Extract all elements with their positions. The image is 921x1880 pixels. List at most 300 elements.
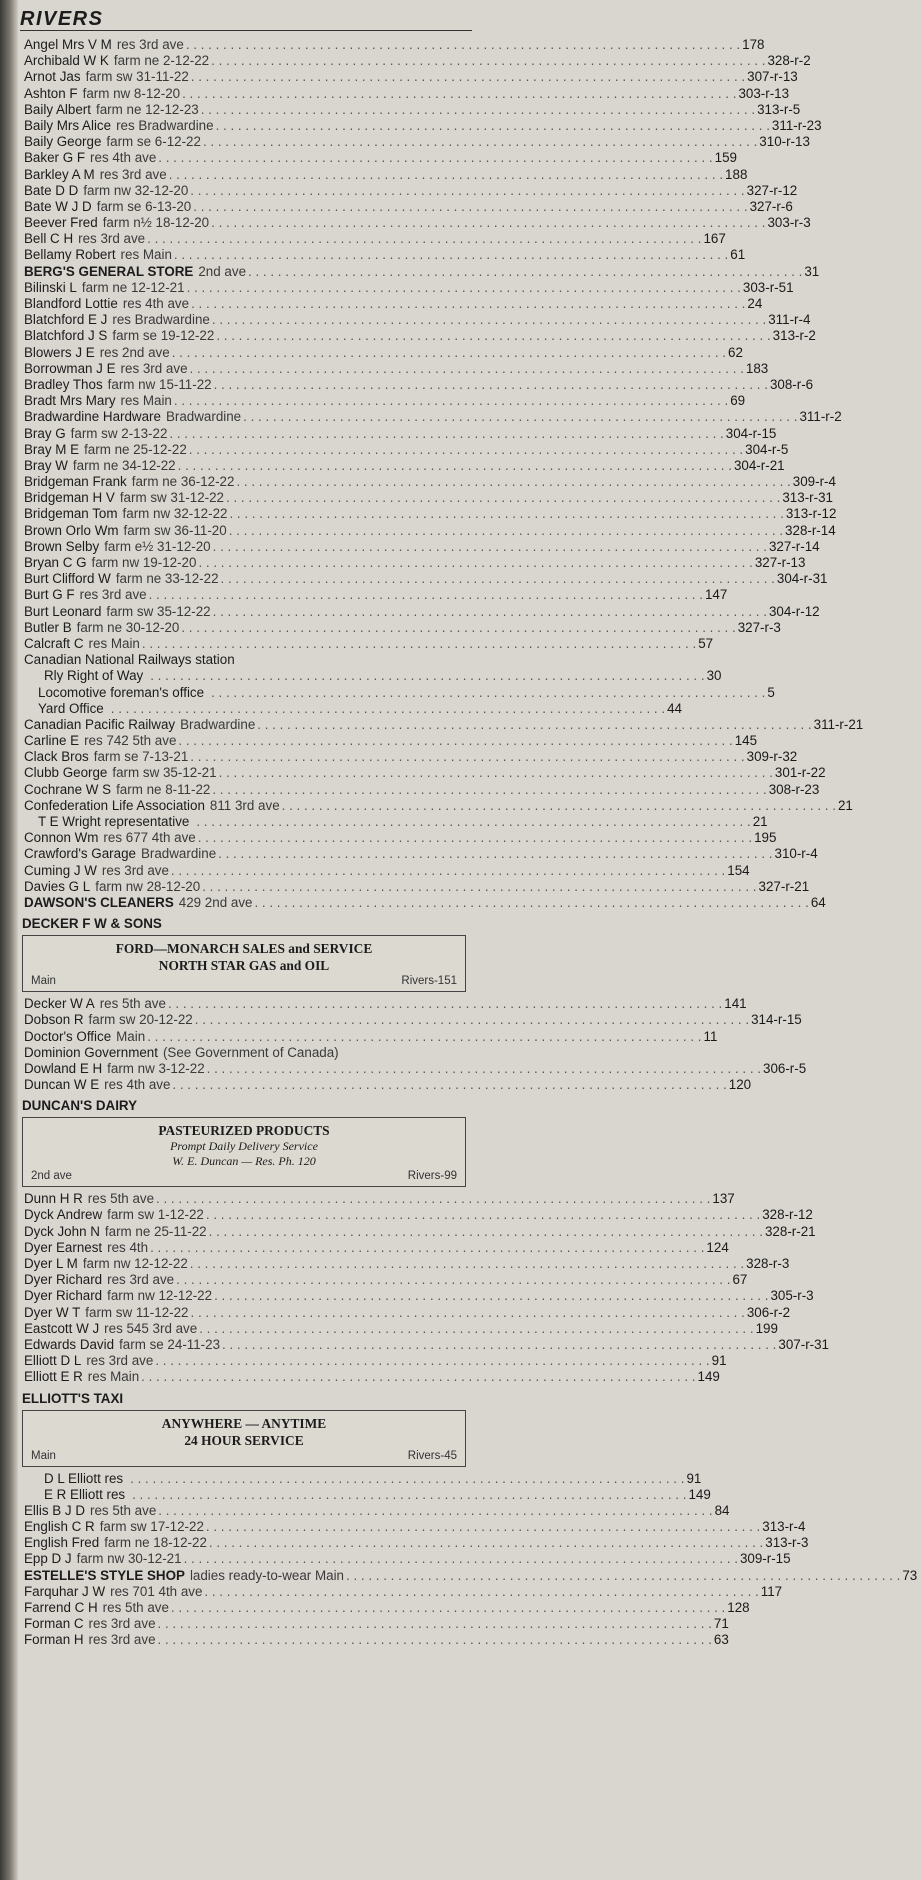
listing-phone: 69 (730, 393, 746, 409)
duncan-ad-box (22, 1117, 466, 1187)
leader-dots (156, 150, 714, 166)
listing-phone: 305-r-3 (770, 1288, 814, 1304)
leader-dots (216, 846, 774, 862)
listing-row (20, 555, 806, 571)
listing-name: Farrend C H (24, 1600, 98, 1615)
listing-description: res 3rd ave (86, 1353, 154, 1369)
listing-phone: 91 (711, 1353, 727, 1369)
listing-description: farm sw 2-13-22 (70, 425, 168, 441)
duncan-ad-line1: PASTEURIZED PRODUCTS (158, 1123, 330, 1139)
listing-row (20, 1567, 918, 1584)
listing-description: farm ne 36-12-22 (131, 474, 235, 490)
listing-row (20, 1353, 727, 1369)
listing-description: Bradwardine (180, 716, 256, 732)
listing-description: farm nw 3-12-22 (107, 1060, 205, 1076)
decker-ad-footer (31, 974, 457, 989)
listing-phone: 307-r-31 (778, 1336, 830, 1352)
listing-row (20, 1191, 735, 1207)
listing-phone: 159 (714, 150, 737, 166)
listing-description: farm nw 28-12-20 (95, 878, 201, 894)
listing-name: Arnot Jas (24, 69, 81, 85)
listing-phone: 62 (728, 344, 743, 360)
leader-dots (193, 1012, 751, 1028)
listing-row (20, 635, 714, 652)
listing-phone: 91 (686, 1470, 702, 1486)
duncan-header: DUNCAN'S DAIRY (22, 1098, 138, 1114)
listing-description: res 3rd ave (116, 37, 184, 52)
listing-name: Locomotive foreman's office (38, 684, 205, 700)
listing-row (20, 1045, 472, 1061)
listing-name: Burt Clifford W (24, 571, 111, 587)
listing-row (20, 1551, 791, 1567)
listing-row (20, 1616, 729, 1632)
leader-dots (280, 798, 838, 814)
listing-name: ESTELLE'S STYLE SHOP (24, 1567, 185, 1583)
listing-phone: 5 (767, 684, 775, 700)
listing-name: Burt G F (24, 587, 75, 603)
listing-name: Yard Office (38, 700, 104, 716)
leader-dots (217, 765, 775, 781)
leader-dots (170, 345, 728, 361)
listing-row (20, 457, 785, 474)
listing-name: Canadian Pacific Railway (24, 716, 176, 732)
listing-row (20, 474, 836, 490)
listing-name: Carline E (24, 733, 80, 749)
listing-name: Elliott E R (24, 1369, 83, 1385)
listing-description: farm se 6-13-20 (96, 198, 192, 214)
listing-phone: 328-r-21 (764, 1223, 816, 1239)
leader-dots (188, 183, 746, 199)
listing-phone: 303-r-51 (742, 279, 794, 295)
listing-name: Clubb George (24, 765, 108, 781)
listing-name: T E Wright representative (38, 814, 190, 829)
listing-name: Dyck John N (24, 1223, 100, 1239)
listing-name: Baily Mrs Alice (24, 117, 112, 133)
elliott-ad-foot-left: Main (31, 1449, 56, 1462)
listing-phone: 141 (724, 996, 747, 1012)
listing-description: farm ne 30-12-20 (76, 619, 180, 635)
listing-row (20, 134, 810, 150)
listing-description: farm sw 31-12-22 (119, 490, 225, 506)
listing-name: Butler B (24, 619, 72, 635)
listing-name: Dyer Richard (24, 1272, 103, 1288)
leader-dots (194, 814, 752, 830)
duncan-ad-line3: W. E. Duncan — Res. Ph. 120 (172, 1154, 316, 1169)
leader-dots (227, 523, 785, 539)
listing-phone: 309-r-15 (739, 1551, 791, 1567)
listing-phone: 178 (742, 37, 765, 52)
listing-name: Archibald W K (24, 53, 109, 69)
listing-row (20, 619, 781, 636)
leader-dots (130, 1487, 688, 1503)
listing-phone: 304-r-31 (776, 571, 828, 587)
leader-dots (109, 701, 667, 717)
leader-dots (172, 247, 730, 263)
listing-row (20, 37, 765, 53)
listing-name: Bilinski L (24, 279, 77, 295)
listing-group-1 (20, 37, 864, 911)
listing-row (20, 117, 822, 134)
leader-dots (197, 1321, 755, 1337)
listing-row (20, 652, 472, 668)
listing-description: farm n½ 18-12-20 (102, 215, 210, 231)
listing-row (20, 85, 790, 102)
listing-description: farm ne 12-12-21 (81, 279, 185, 295)
leader-dots (234, 474, 792, 490)
listing-name: Beever Fred (24, 215, 98, 231)
listing-name: Calcraft C (24, 635, 84, 651)
listing-description: res 5th ave (87, 1191, 155, 1207)
listing-name: Blatchford J S (24, 328, 108, 344)
listing-name: Blatchford E J (24, 312, 108, 328)
leader-dots (227, 506, 785, 522)
listing-name: Blandford Lottie (24, 296, 118, 311)
listing-description: res Bradwardine (112, 312, 210, 328)
listing-description: farm ne 12-12-23 (96, 101, 199, 117)
listing-name: Cuming J W (24, 862, 97, 878)
listing-description: res 5th ave (90, 1502, 157, 1518)
leader-dots (204, 1519, 762, 1535)
listing-name: Burt Leonard (24, 603, 102, 619)
listing-name: Dominion Government (24, 1044, 158, 1060)
leader-dots (205, 1061, 763, 1077)
listing-name: Dowland E H (24, 1060, 103, 1076)
listing-name: Doctor's Office (24, 1028, 112, 1044)
listing-row (20, 506, 837, 522)
listing-description: res 3rd ave (120, 360, 188, 376)
listing-group-4 (20, 1470, 918, 1649)
listing-row (20, 376, 814, 393)
listing-description: farm sw 1-12-22 (107, 1207, 204, 1223)
listing-name: Elliott D L (24, 1353, 82, 1369)
listing-description: farm se 7-13-21 (93, 749, 189, 765)
listing-phone: 64 (810, 894, 826, 910)
listing-row (20, 1028, 718, 1045)
listing-name: Dyer W T (24, 1304, 81, 1320)
listing-name: Bryan C G (24, 555, 87, 570)
leader-dots (212, 1288, 770, 1304)
listing-description: farm nw 19-12-20 (91, 555, 197, 570)
listing-description: farm nw 30-12-21 (76, 1551, 182, 1567)
listing-row (20, 571, 828, 587)
listing-name: Ellis B J D (24, 1502, 86, 1518)
listing-phone: 71 (713, 1616, 729, 1632)
leader-dots (167, 167, 725, 183)
leader-dots (191, 199, 749, 215)
listing-name: Dunn H R (24, 1191, 83, 1207)
listing-description: res 701 4th ave (110, 1583, 203, 1599)
listing-row (20, 441, 789, 458)
leader-dots (209, 53, 767, 69)
listing-description: 811 3rd ave (209, 797, 280, 813)
listing-row (20, 150, 737, 166)
listing-description: Bradwardine (165, 409, 242, 425)
listing-name: Blowers J E (24, 344, 95, 360)
listing-phone: 328-r-14 (785, 522, 836, 538)
leader-dots (255, 717, 813, 733)
listing-name: Eastcott W J (24, 1320, 100, 1336)
listing-phone: 313-r-5 (757, 101, 801, 117)
listing-name: Borrowman J E (24, 360, 116, 376)
listing-phone: 21 (752, 814, 768, 829)
listing-phone: 304-r-12 (768, 603, 820, 619)
listing-name: Canadian National Railways station (24, 652, 235, 668)
listing-name: Dyer Earnest (24, 1239, 103, 1255)
listing-group-3 (20, 1191, 830, 1385)
listing-row (20, 1012, 802, 1028)
listing-phone: 67 (732, 1272, 748, 1288)
listing-description: res Main (87, 1369, 140, 1385)
listing-phone: 310-r-4 (774, 846, 818, 862)
listing-phone: 84 (714, 1502, 730, 1518)
leader-dots (220, 1337, 778, 1353)
leader-dots (214, 328, 772, 344)
listing-row (20, 328, 816, 344)
listing-name: DAWSON'S CLEANERS (24, 894, 174, 910)
listing-description: farm se 19-12-22 (112, 328, 215, 344)
listing-row (20, 215, 811, 231)
listing-phone: 147 (704, 587, 728, 603)
leader-dots (179, 620, 737, 636)
listing-description: res 4th ave (90, 150, 157, 166)
listing-row (20, 830, 777, 846)
leader-dots (182, 1551, 740, 1567)
leader-dots (202, 1584, 760, 1600)
listing-phone: 306-r-2 (746, 1304, 791, 1320)
leader-dots (156, 1503, 714, 1519)
listing-name: Forman H (24, 1632, 84, 1648)
listing-description: farm nw 32-12-22 (122, 506, 228, 522)
listing-name: Baker G F (24, 150, 86, 166)
listing-row (20, 878, 810, 895)
directory-page (20, 8, 918, 1872)
listing-phone: 327-r-13 (754, 555, 806, 570)
listing-phone: 117 (760, 1583, 783, 1599)
duncan-ad-foot-left: 2nd ave (31, 1170, 72, 1183)
listing-row (20, 1239, 729, 1256)
listing-row (20, 1502, 730, 1519)
listing-description: res 2nd ave (99, 344, 170, 360)
leader-dots (209, 215, 767, 231)
leader-dots (172, 393, 730, 409)
listing-phone: 307-r-13 (747, 69, 798, 85)
listing-description: farm ne 8-11-22 (116, 781, 211, 797)
leader-dots (156, 1616, 714, 1632)
listing-row (20, 101, 801, 118)
listing-phone: 137 (712, 1191, 735, 1207)
leader-dots (209, 685, 767, 701)
leader-dots (140, 636, 698, 652)
listing-name: Duncan W E (24, 1077, 100, 1093)
listing-name: Brown Selby (24, 538, 100, 554)
listing-row (20, 522, 836, 539)
listing-phone: 301-r-22 (774, 765, 826, 781)
leader-dots (156, 1632, 714, 1648)
listing-description: res 3rd ave (88, 1632, 156, 1648)
book-spine-shadow (0, 0, 18, 1880)
listing-phone: 327-r-3 (737, 619, 781, 635)
listing-row (20, 1320, 778, 1337)
listing-phone: 195 (754, 830, 777, 846)
listing-row (20, 587, 728, 603)
listing-group-2 (20, 996, 807, 1093)
listing-description: Main (116, 1028, 146, 1044)
listing-name: Bradt Mrs Mary (24, 393, 116, 409)
listing-name: Barkley A M (24, 166, 95, 182)
listing-phone: 57 (698, 635, 714, 651)
listing-name: English Fred (24, 1535, 100, 1551)
listing-description: farm ne 25-12-22 (84, 441, 187, 457)
listing-name: Bate D D (24, 182, 79, 198)
leader-dots (174, 1272, 732, 1288)
listing-row (20, 749, 798, 765)
leader-dots (207, 1224, 765, 1240)
listing-phone: 154 (727, 862, 750, 878)
listing-description: 429 2nd ave (178, 894, 253, 910)
listing-phone: 63 (713, 1632, 729, 1648)
listing-name: Brown Orlo Wm (24, 522, 119, 538)
listing-phone: 199 (755, 1320, 778, 1336)
leader-dots (252, 895, 810, 911)
listing-description: farm e½ 31-12-20 (104, 538, 211, 554)
listing-row (20, 1304, 791, 1321)
listing-phone: 328-r-12 (762, 1207, 813, 1223)
listing-row (20, 1486, 711, 1503)
listing-phone: 327-r-6 (749, 198, 793, 214)
listing-description: (See Government of Canada) (162, 1044, 339, 1060)
listing-row (20, 360, 769, 377)
leader-dots (196, 830, 754, 846)
listing-name: Bridgeman H V (24, 490, 115, 506)
elliott-ad-footer (31, 1449, 457, 1464)
listing-row (20, 1519, 806, 1535)
listing-phone: 306-r-5 (763, 1060, 807, 1076)
listing-row (20, 1223, 816, 1240)
listing-description: farm sw 35-12-22 (106, 603, 211, 619)
listing-row (20, 797, 853, 814)
listing-phone: 73 (902, 1567, 918, 1583)
listing-row (20, 603, 820, 620)
listing-row (20, 538, 820, 555)
leader-dots (211, 604, 769, 620)
listing-name: Bray W (24, 457, 68, 473)
listing-row (20, 409, 842, 425)
listing-name: Cochrane W S (24, 781, 112, 797)
listing-row (20, 1470, 702, 1487)
leader-dots (153, 1353, 711, 1369)
listing-row (20, 733, 758, 749)
leader-dots (188, 361, 746, 377)
listing-phone: 327-r-14 (768, 538, 820, 554)
listing-phone: 21 (837, 797, 853, 813)
listing-phone: 61 (730, 247, 746, 263)
leader-dots (189, 296, 747, 312)
leader-dots (169, 1600, 727, 1616)
listing-description: res Main (120, 393, 172, 409)
leader-dots (196, 555, 754, 571)
decker-ad-box (22, 935, 466, 992)
listing-phone: 309-r-32 (746, 749, 798, 765)
listing-name: Dobson R (24, 1012, 84, 1028)
listing-phone: 149 (688, 1486, 711, 1502)
listing-row (20, 247, 746, 263)
listing-row (20, 490, 833, 506)
decker-ad-phone: Rivers-151 (401, 975, 457, 988)
listing-description: res 3rd ave (107, 1272, 175, 1288)
listing-name: Bradley Thos (24, 376, 103, 392)
listing-name: Forman C (24, 1616, 84, 1632)
listing-name: Edwards David (24, 1336, 115, 1352)
listing-name: Baily Albert (24, 101, 91, 117)
listing-phone: 311-r-4 (768, 312, 811, 328)
listing-phone: 327-r-12 (746, 182, 798, 198)
listing-phone: 120 (728, 1077, 752, 1093)
listing-description: res 3rd ave (79, 587, 147, 603)
listing-row (20, 182, 798, 199)
listing-row (20, 69, 798, 85)
listing-description: farm sw 36-11-20 (123, 522, 227, 538)
listing-phone: 304-r-5 (745, 441, 789, 457)
listing-phone: 304-r-21 (733, 457, 785, 473)
listing-phone: 313-r-12 (785, 506, 837, 522)
listing-description: res 3rd ave (88, 1616, 156, 1632)
listing-description: farm sw 31-11-22 (85, 69, 189, 85)
listing-description: farm nw 15-11-22 (107, 376, 212, 392)
leader-dots (224, 490, 782, 506)
listing-row (20, 231, 726, 247)
leader-dots (176, 458, 734, 474)
leader-dots (246, 264, 804, 280)
listing-description: res 5th ave (99, 996, 166, 1012)
leader-dots (207, 1535, 765, 1551)
listing-phone: 313-r-31 (782, 490, 833, 506)
listing-row (20, 312, 811, 328)
listing-row (20, 1272, 748, 1288)
leader-dots (214, 118, 772, 134)
listing-description: 2nd ave (198, 263, 247, 279)
listing-row (20, 1632, 729, 1648)
listing-row (20, 1336, 830, 1353)
listing-phone: 313-r-4 (762, 1519, 806, 1535)
decker-ad-line1: FORD—MONARCH SALES and SERVICE (115, 941, 373, 957)
listing-name: Bradwardine Hardware (24, 409, 161, 425)
leader-dots (344, 1568, 902, 1584)
elliott-ad-line2: 24 HOUR SERVICE (184, 1432, 304, 1448)
leader-dots (147, 587, 705, 603)
listing-row (20, 166, 748, 183)
listing-name: Epp D J (24, 1551, 72, 1567)
listing-name: Bell C H (24, 231, 74, 247)
listing-row (20, 1583, 783, 1600)
listing-description: res 3rd ave (99, 166, 167, 182)
listing-phone: 167 (703, 231, 726, 247)
leader-dots (180, 86, 738, 102)
page-heading: RIVERS (20, 8, 472, 31)
listing-row (20, 1077, 752, 1093)
listing-description: res 677 4th ave (103, 830, 196, 846)
listing-name: E R Elliott res (44, 1486, 126, 1502)
listing-name: BERG'S GENERAL STORE (24, 263, 194, 279)
listing-phone: 183 (745, 360, 769, 376)
decker-ad-line2: NORTH STAR GAS and OIL (158, 958, 330, 974)
listing-row (20, 894, 826, 911)
listing-description: farm ne 34-12-22 (72, 457, 176, 473)
listing-phone: 308-r-23 (768, 781, 820, 797)
elliott-ad-box (22, 1410, 466, 1467)
listing-description: farm se 6-12-22 (106, 134, 201, 150)
listing-name: Connon Wm (24, 830, 99, 846)
leader-dots (204, 1207, 762, 1223)
